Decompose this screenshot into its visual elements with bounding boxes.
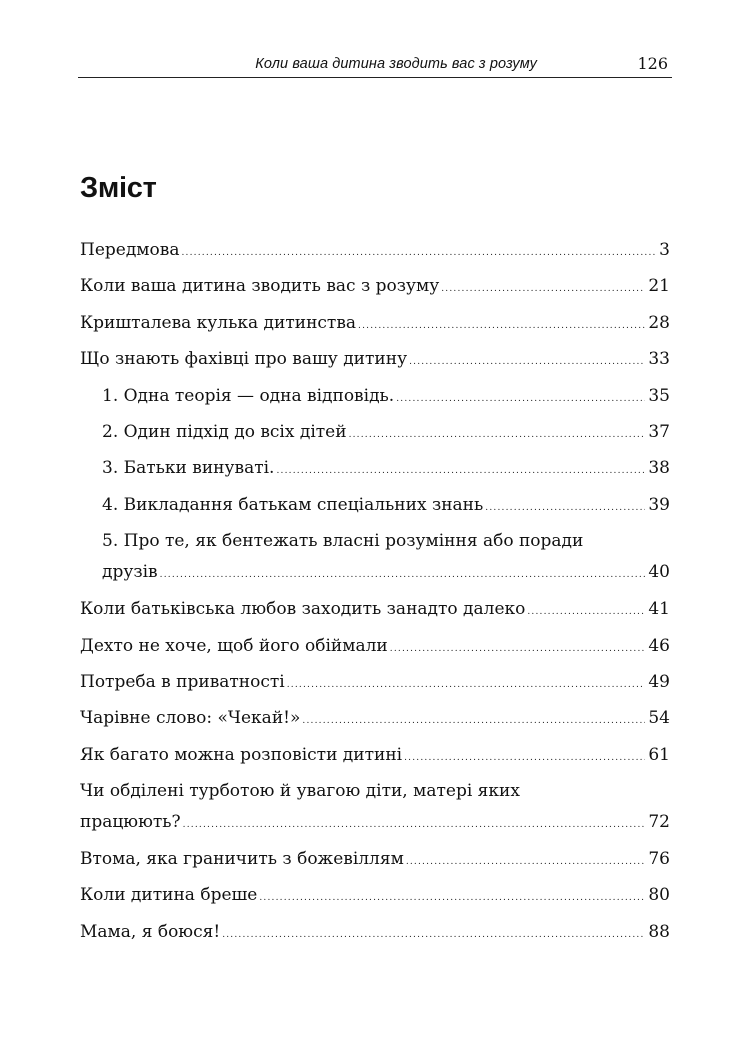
dot-leader bbox=[181, 248, 656, 258]
dot-leader bbox=[409, 357, 645, 367]
dot-leader bbox=[358, 321, 645, 331]
toc-entry[interactable] bbox=[80, 240, 670, 276]
dot-leader bbox=[222, 930, 645, 940]
toc-entry-page: 38 bbox=[648, 458, 670, 479]
toc-entry-page: 37 bbox=[648, 421, 670, 442]
dot-leader bbox=[287, 680, 646, 690]
toc-entry-page: 35 bbox=[648, 385, 670, 406]
toc-entry-page: 21 bbox=[648, 276, 670, 297]
dot-leader bbox=[390, 644, 646, 654]
dot-leader bbox=[349, 430, 646, 440]
toc-entry-page: 49 bbox=[648, 671, 670, 692]
toc-entry-page: 41 bbox=[648, 599, 670, 620]
table-of-contents bbox=[80, 240, 670, 958]
page-number: 126 bbox=[637, 54, 668, 73]
toc-entry-label: Потреба в приватності bbox=[80, 671, 285, 692]
toc-entry-line bbox=[102, 531, 670, 562]
dot-leader bbox=[160, 570, 646, 580]
toc-subentry[interactable] bbox=[80, 495, 670, 531]
dot-leader bbox=[527, 607, 645, 617]
toc-entry-line bbox=[80, 781, 670, 812]
toc-entry-label: Чарівне слово: «Чекай!» bbox=[80, 708, 301, 729]
toc-entry-page: 54 bbox=[648, 708, 670, 729]
toc-entry-label: 5. Про те, як бентежать власні розуміння або поради bbox=[102, 531, 584, 552]
toc-entry-label: Мама, я боюся! bbox=[80, 921, 221, 942]
dot-leader bbox=[259, 893, 645, 903]
toc-entry[interactable] bbox=[80, 781, 670, 849]
dot-leader bbox=[276, 466, 645, 476]
toc-entry[interactable] bbox=[80, 708, 670, 744]
toc-entry[interactable] bbox=[80, 276, 670, 312]
running-header bbox=[78, 53, 672, 78]
toc-entry-line bbox=[102, 562, 670, 582]
toc-subentry[interactable] bbox=[80, 531, 670, 599]
toc-entry-label: Дехто не хоче, щоб його обіймали bbox=[80, 635, 388, 656]
toc-entry-label: Коли дитина бреше bbox=[80, 885, 258, 906]
toc-entry-page: 61 bbox=[648, 744, 670, 765]
toc-entry[interactable] bbox=[80, 349, 670, 385]
toc-entry-label: друзів bbox=[102, 562, 158, 583]
toc-entry-line bbox=[80, 812, 670, 832]
toc-entry-page: 46 bbox=[648, 635, 670, 656]
toc-heading: Зміст bbox=[80, 172, 157, 204]
toc-entry-label: Як багато можна розповісти дитині bbox=[80, 744, 403, 765]
toc-entry[interactable] bbox=[80, 313, 670, 349]
toc-entry-label: 4. Викладання батькам спеціальних знань bbox=[102, 494, 484, 515]
toc-entry-page: 33 bbox=[648, 349, 670, 370]
dot-leader bbox=[404, 753, 645, 763]
dot-leader bbox=[485, 503, 645, 513]
toc-entry-page: 3 bbox=[659, 240, 670, 260]
toc-entry-page: 40 bbox=[648, 562, 670, 583]
toc-subentry[interactable] bbox=[80, 422, 670, 458]
dot-leader bbox=[441, 284, 645, 294]
toc-entry-label: Коли батьківська любов заходить занадто далеко bbox=[80, 599, 526, 620]
toc-entry-page: 88 bbox=[648, 921, 670, 942]
dot-leader bbox=[183, 820, 646, 830]
dot-leader bbox=[406, 857, 646, 867]
toc-entry[interactable] bbox=[80, 599, 670, 635]
toc-entry-label: 1. Одна теорія — одна відповідь. bbox=[102, 385, 395, 406]
toc-entry-label: 3. Батьки винуваті. bbox=[102, 458, 275, 479]
toc-entry[interactable] bbox=[80, 849, 670, 885]
toc-entry[interactable] bbox=[80, 672, 670, 708]
dot-leader bbox=[302, 716, 645, 726]
toc-entry[interactable] bbox=[80, 745, 670, 781]
toc-entry-label: Чи обділені турботою й увагою діти, матері яких bbox=[80, 781, 520, 802]
toc-entry-label: Кришталева кулька дитинства bbox=[80, 312, 357, 333]
toc-entry-label: Що знають фахівці про вашу дитину bbox=[80, 349, 408, 370]
toc-entry-page: 72 bbox=[648, 812, 670, 833]
toc-entry[interactable] bbox=[80, 885, 670, 921]
toc-entry-page: 39 bbox=[648, 494, 670, 515]
toc-entry-page: 28 bbox=[648, 312, 670, 333]
toc-entry-label: Передмова bbox=[80, 240, 180, 260]
toc-entry[interactable] bbox=[80, 922, 670, 958]
toc-entry-label: Втома, яка граничить з божевіллям bbox=[80, 849, 404, 870]
toc-entry-label: працюють? bbox=[80, 812, 181, 833]
toc-entry-label: 2. Один підхід до всіх дітей bbox=[102, 421, 347, 442]
toc-entry[interactable] bbox=[80, 636, 670, 672]
toc-subentry[interactable] bbox=[80, 458, 670, 494]
toc-entry-page: 80 bbox=[648, 885, 670, 906]
running-header-title: Коли ваша дитина зводить вас з розуму bbox=[255, 56, 537, 72]
toc-subentry[interactable] bbox=[80, 386, 670, 422]
toc-entry-label: Коли ваша дитина зводить вас з розуму bbox=[80, 276, 440, 297]
toc-entry-page: 76 bbox=[648, 849, 670, 870]
dot-leader bbox=[396, 394, 645, 404]
